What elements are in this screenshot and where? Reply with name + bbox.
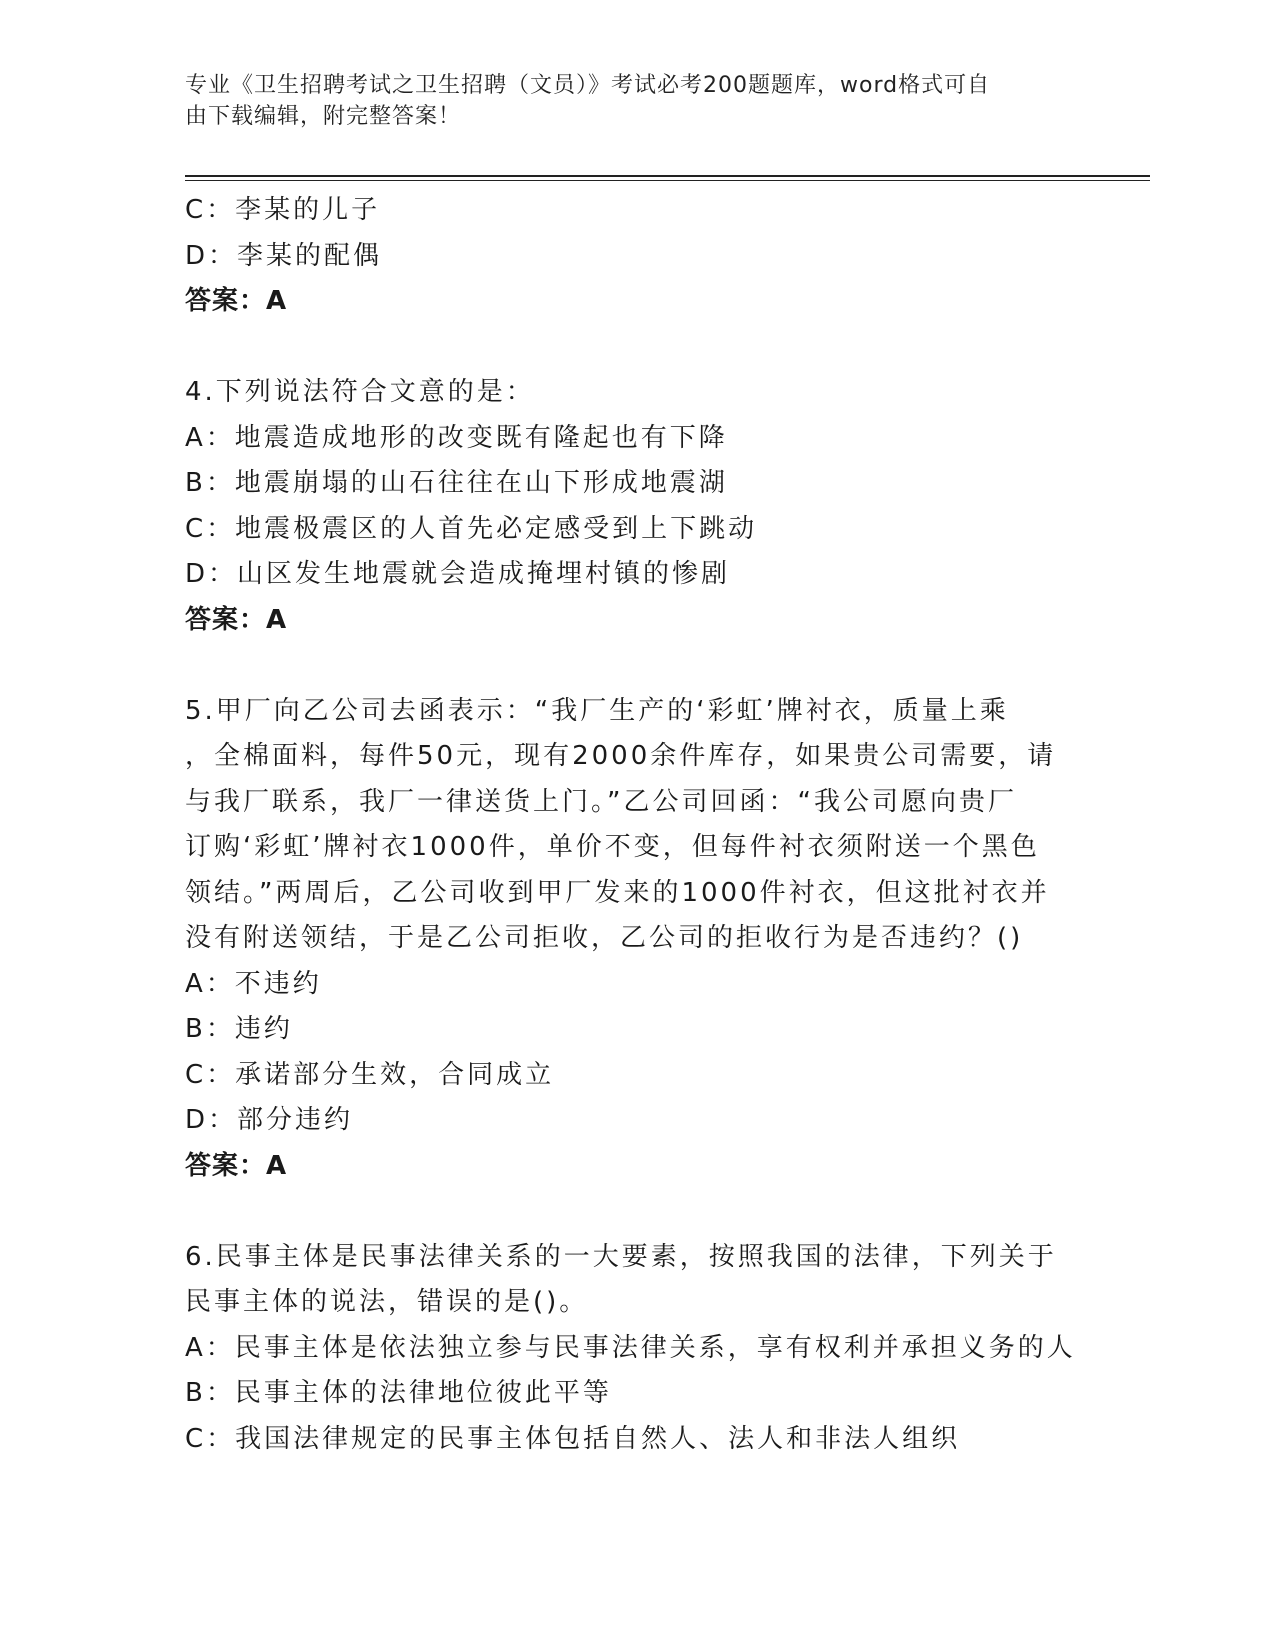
q5-stem-line-5: 领结。”两周后，乙公司收到甲厂发来的1000件衬衣，但这批衬衣并 (185, 877, 1050, 908)
header-divider-thick (185, 175, 1150, 177)
q5-option-c: C：承诺部分生效，合同成立 (185, 1059, 555, 1090)
q3-answer: 答案：A (185, 286, 288, 316)
q4-option-c: C：地震极震区的人首先必定感受到上下跳动 (185, 513, 758, 544)
q6-stem-line-1: 6.民事主体是民事法律关系的一大要素，按照我国的法律，下列关于 (185, 1241, 1057, 1272)
q5-option-b: B：违约 (185, 1014, 293, 1044)
spacer (185, 1189, 1085, 1235)
q4-option-b: B：地震崩塌的山石往往在山下形成地震湖 (185, 468, 728, 498)
q4-option-d: D：山区发生地震就会造成掩埋村镇的惨剧 (185, 559, 731, 589)
document-header (185, 70, 1065, 132)
question-content (185, 188, 1085, 1462)
q6-option-c: C：我国法律规定的民事主体包括自然人、法人和非法人组织 (185, 1423, 961, 1454)
question-4 (185, 370, 1085, 643)
q5-stem-line-2: ，全棉面料，每件50元，现有2000余件库存，如果贵公司需要，请 (185, 741, 1057, 771)
q6-option-b: B：民事主体的法律地位彼此平等 (185, 1378, 612, 1408)
q4-stem: 4.下列说法符合文意的是： (185, 377, 535, 407)
q5-answer: 答案：A (185, 1150, 288, 1181)
question-5 (185, 689, 1085, 1190)
q4-option-a: A：地震造成地形的改变既有隆起也有下降 (185, 422, 728, 453)
q5-option-d: D：部分违约 (185, 1105, 354, 1135)
header-line-2: 由下载编辑，附完整答案！ (185, 104, 462, 129)
q5-stem-line-1: 5.甲厂向乙公司去函表示：“我厂生产的‘彩虹’牌衬衣，质量上乘 (185, 695, 1009, 726)
header-divider-thin (185, 180, 1150, 181)
q5-option-a: A：不违约 (185, 968, 322, 999)
q3-option-d: D：李某的配偶 (185, 240, 383, 271)
question-3-tail (185, 188, 1085, 325)
header-line-1: 专业《卫生招聘考试之卫生招聘（文员）》考试必考200题题库，word格式可自 (185, 73, 991, 98)
q5-stem-line-3: 与我厂联系，我厂一律送货上门。”乙公司回函：“我公司愿向贵厂 (185, 786, 1017, 817)
q6-stem-line-2: 民事主体的说法，错误的是()。 (185, 1287, 589, 1317)
spacer (185, 643, 1085, 689)
q4-answer: 答案：A (185, 604, 288, 635)
q5-stem-line-6: 没有附送领结，于是乙公司拒收，乙公司的拒收行为是否违约？() (185, 923, 1024, 953)
q5-stem-line-4: 订购‘彩虹’牌衬衣1000件，单价不变，但每件衬衣须附送一个黑色 (185, 832, 1040, 862)
q6-option-a: A：民事主体是依法独立参与民事法律关系，享有权利并承担义务的人 (185, 1332, 1076, 1363)
q3-option-c: C：李某的儿子 (185, 195, 381, 225)
question-6 (185, 1235, 1085, 1463)
spacer (185, 325, 1085, 371)
